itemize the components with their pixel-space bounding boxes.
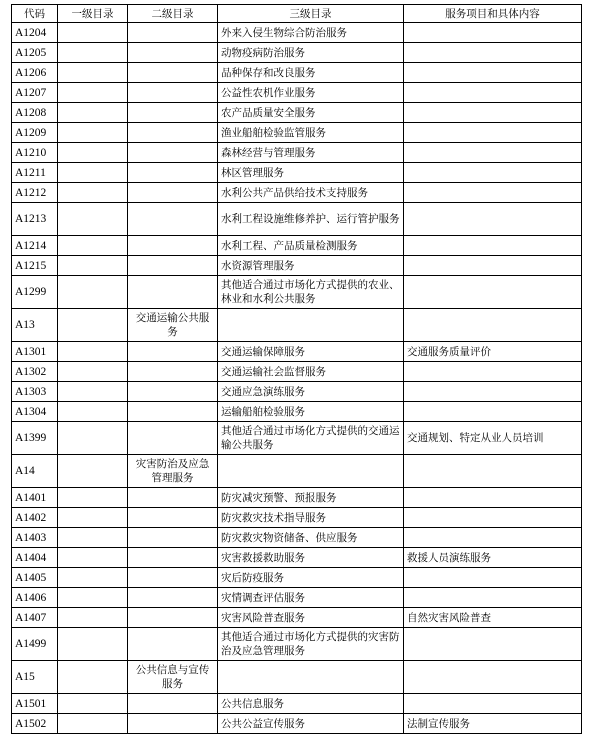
cell-level1 bbox=[58, 236, 128, 256]
cell-detail bbox=[404, 103, 582, 123]
header-level2: 二级目录 bbox=[128, 5, 218, 23]
cell-detail bbox=[404, 661, 582, 694]
cell-code: A1301 bbox=[12, 342, 58, 362]
cell-level1 bbox=[58, 183, 128, 203]
cell-level1 bbox=[58, 23, 128, 43]
cell-code: A1402 bbox=[12, 508, 58, 528]
cell-detail: 自然灾害风险普查 bbox=[404, 608, 582, 628]
cell-level2 bbox=[128, 256, 218, 276]
cell-level2 bbox=[128, 103, 218, 123]
cell-detail bbox=[404, 528, 582, 548]
table-row bbox=[12, 548, 582, 568]
table-row bbox=[12, 508, 582, 528]
cell-code: A1299 bbox=[12, 276, 58, 309]
cell-level3 bbox=[218, 661, 404, 694]
cell-level2: 公共信息与宣传服务 bbox=[128, 661, 218, 694]
cell-code: A13 bbox=[12, 309, 58, 342]
cell-level2 bbox=[128, 183, 218, 203]
cell-level3: 交通运输社会监督服务 bbox=[218, 362, 404, 382]
cell-level2 bbox=[128, 382, 218, 402]
cell-detail: 救援人员演练服务 bbox=[404, 548, 582, 568]
cell-level1 bbox=[58, 628, 128, 661]
cell-level2 bbox=[128, 163, 218, 183]
cell-level1 bbox=[58, 43, 128, 63]
cell-detail bbox=[404, 183, 582, 203]
table-row bbox=[12, 143, 582, 163]
cell-detail bbox=[404, 123, 582, 143]
table-row bbox=[12, 661, 582, 694]
cell-code: A1499 bbox=[12, 628, 58, 661]
cell-code: A14 bbox=[12, 455, 58, 488]
cell-level3: 动物疫病防治服务 bbox=[218, 43, 404, 63]
cell-level1 bbox=[58, 123, 128, 143]
cell-level3: 防灾救灾物资储备、供应服务 bbox=[218, 528, 404, 548]
cell-code: A1213 bbox=[12, 203, 58, 236]
table-row bbox=[12, 103, 582, 123]
cell-level2 bbox=[128, 236, 218, 256]
cell-level3: 其他适合通过市场化方式提供的交通运输公共服务 bbox=[218, 422, 404, 455]
cell-level1 bbox=[58, 714, 128, 734]
cell-level2 bbox=[128, 608, 218, 628]
header-level1: 一级目录 bbox=[58, 5, 128, 23]
cell-code: A1206 bbox=[12, 63, 58, 83]
table-row bbox=[12, 276, 582, 309]
cell-detail bbox=[404, 163, 582, 183]
cell-level3: 林区管理服务 bbox=[218, 163, 404, 183]
cell-level2 bbox=[128, 508, 218, 528]
cell-level1 bbox=[58, 83, 128, 103]
cell-level3: 水利工程、产品质量检测服务 bbox=[218, 236, 404, 256]
cell-level1 bbox=[58, 402, 128, 422]
cell-detail bbox=[404, 83, 582, 103]
table-row bbox=[12, 694, 582, 714]
cell-level1 bbox=[58, 422, 128, 455]
cell-level1 bbox=[58, 362, 128, 382]
table-row bbox=[12, 342, 582, 362]
cell-level2 bbox=[128, 568, 218, 588]
header-level3: 三级目录 bbox=[218, 5, 404, 23]
cell-detail: 交通规划、特定从业人员培训 bbox=[404, 422, 582, 455]
table-row bbox=[12, 608, 582, 628]
cell-level1 bbox=[58, 455, 128, 488]
cell-level3: 渔业船舶检验监管服务 bbox=[218, 123, 404, 143]
cell-level1 bbox=[58, 103, 128, 123]
cell-level3: 农产品质量安全服务 bbox=[218, 103, 404, 123]
cell-level2 bbox=[128, 342, 218, 362]
cell-detail bbox=[404, 203, 582, 236]
table-row bbox=[12, 422, 582, 455]
cell-level1 bbox=[58, 694, 128, 714]
table-row bbox=[12, 382, 582, 402]
cell-detail bbox=[404, 63, 582, 83]
cell-code: A15 bbox=[12, 661, 58, 694]
cell-level3: 其他适合通过市场化方式提供的灾害防治及应急管理服务 bbox=[218, 628, 404, 661]
cell-detail bbox=[404, 488, 582, 508]
cell-level2 bbox=[128, 362, 218, 382]
cell-level2 bbox=[128, 143, 218, 163]
cell-level1 bbox=[58, 488, 128, 508]
cell-code: A1210 bbox=[12, 143, 58, 163]
cell-level2 bbox=[128, 83, 218, 103]
cell-level3: 交通应急演练服务 bbox=[218, 382, 404, 402]
cell-level3: 交通运输保障服务 bbox=[218, 342, 404, 362]
cell-level3 bbox=[218, 309, 404, 342]
cell-detail bbox=[404, 256, 582, 276]
cell-detail bbox=[404, 628, 582, 661]
cell-code: A1304 bbox=[12, 402, 58, 422]
cell-level1 bbox=[58, 256, 128, 276]
cell-level2 bbox=[128, 43, 218, 63]
cell-level2 bbox=[128, 276, 218, 309]
table-row bbox=[12, 568, 582, 588]
cell-level1 bbox=[58, 203, 128, 236]
cell-level3: 水利工程设施维修养护、运行管护服务 bbox=[218, 203, 404, 236]
cell-code: A1205 bbox=[12, 43, 58, 63]
header-detail: 服务项目和具体内容 bbox=[404, 5, 582, 23]
table-row bbox=[12, 43, 582, 63]
cell-level2: 交通运输公共服务 bbox=[128, 309, 218, 342]
cell-code: A1501 bbox=[12, 694, 58, 714]
cell-code: A1401 bbox=[12, 488, 58, 508]
cell-level3: 水资源管理服务 bbox=[218, 256, 404, 276]
cell-level2 bbox=[128, 714, 218, 734]
table-row bbox=[12, 183, 582, 203]
cell-level1 bbox=[58, 276, 128, 309]
cell-level1 bbox=[58, 568, 128, 588]
cell-code: A1405 bbox=[12, 568, 58, 588]
cell-detail bbox=[404, 43, 582, 63]
table-body bbox=[12, 23, 582, 734]
cell-detail: 交通服务质量评价 bbox=[404, 342, 582, 362]
cell-level1 bbox=[58, 528, 128, 548]
cell-level2 bbox=[128, 528, 218, 548]
cell-level3 bbox=[218, 455, 404, 488]
cell-level3: 灾后防疫服务 bbox=[218, 568, 404, 588]
table-row bbox=[12, 309, 582, 342]
catalog-sheet bbox=[11, 4, 582, 734]
cell-code: A1502 bbox=[12, 714, 58, 734]
table-row bbox=[12, 236, 582, 256]
cell-detail bbox=[404, 402, 582, 422]
cell-level2 bbox=[128, 123, 218, 143]
cell-level1 bbox=[58, 382, 128, 402]
table-row bbox=[12, 123, 582, 143]
cell-level3: 公益性农机作业服务 bbox=[218, 83, 404, 103]
table-row bbox=[12, 256, 582, 276]
cell-detail bbox=[404, 508, 582, 528]
cell-detail bbox=[404, 236, 582, 256]
cell-code: A1399 bbox=[12, 422, 58, 455]
cell-detail bbox=[404, 143, 582, 163]
cell-level2 bbox=[128, 588, 218, 608]
cell-level3: 灾害风险普查服务 bbox=[218, 608, 404, 628]
table-row bbox=[12, 203, 582, 236]
cell-level3: 其他适合通过市场化方式提供的农业、林业和水利公共服务 bbox=[218, 276, 404, 309]
table-row bbox=[12, 163, 582, 183]
table-row bbox=[12, 23, 582, 43]
table-row bbox=[12, 402, 582, 422]
service-catalog-table bbox=[11, 4, 582, 734]
cell-code: A1212 bbox=[12, 183, 58, 203]
cell-detail bbox=[404, 382, 582, 402]
cell-level1 bbox=[58, 588, 128, 608]
header-code: 代码 bbox=[12, 5, 58, 23]
cell-code: A1207 bbox=[12, 83, 58, 103]
cell-detail bbox=[404, 568, 582, 588]
cell-detail bbox=[404, 694, 582, 714]
cell-code: A1403 bbox=[12, 528, 58, 548]
cell-detail: 法制宣传服务 bbox=[404, 714, 582, 734]
cell-level3: 运输船舶检验服务 bbox=[218, 402, 404, 422]
cell-code: A1215 bbox=[12, 256, 58, 276]
cell-code: A1209 bbox=[12, 123, 58, 143]
cell-level2 bbox=[128, 63, 218, 83]
cell-level2 bbox=[128, 422, 218, 455]
cell-level1 bbox=[58, 548, 128, 568]
table-row bbox=[12, 63, 582, 83]
cell-level2 bbox=[128, 548, 218, 568]
cell-level1 bbox=[58, 63, 128, 83]
cell-level3: 防灾减灾预警、预报服务 bbox=[218, 488, 404, 508]
table-row bbox=[12, 628, 582, 661]
table-row bbox=[12, 83, 582, 103]
cell-detail bbox=[404, 588, 582, 608]
cell-detail bbox=[404, 362, 582, 382]
table-row bbox=[12, 455, 582, 488]
cell-code: A1208 bbox=[12, 103, 58, 123]
cell-code: A1211 bbox=[12, 163, 58, 183]
cell-code: A1407 bbox=[12, 608, 58, 628]
cell-level3: 公共信息服务 bbox=[218, 694, 404, 714]
cell-level3: 灾害救援救助服务 bbox=[218, 548, 404, 568]
cell-level1 bbox=[58, 608, 128, 628]
table-row bbox=[12, 362, 582, 382]
cell-detail bbox=[404, 276, 582, 309]
cell-detail bbox=[404, 455, 582, 488]
cell-level1 bbox=[58, 163, 128, 183]
cell-level3: 水利公共产品供给技术支持服务 bbox=[218, 183, 404, 203]
cell-level1 bbox=[58, 508, 128, 528]
cell-level2 bbox=[128, 694, 218, 714]
cell-level2: 灾害防治及应急管理服务 bbox=[128, 455, 218, 488]
cell-level2 bbox=[128, 23, 218, 43]
cell-code: A1204 bbox=[12, 23, 58, 43]
cell-level1 bbox=[58, 342, 128, 362]
table-row bbox=[12, 588, 582, 608]
cell-level1 bbox=[58, 661, 128, 694]
table-row bbox=[12, 488, 582, 508]
cell-detail bbox=[404, 23, 582, 43]
cell-level2 bbox=[128, 628, 218, 661]
cell-level3: 防灾救灾技术指导服务 bbox=[218, 508, 404, 528]
cell-code: A1303 bbox=[12, 382, 58, 402]
cell-level1 bbox=[58, 143, 128, 163]
cell-level3: 森林经营与管理服务 bbox=[218, 143, 404, 163]
cell-code: A1404 bbox=[12, 548, 58, 568]
cell-code: A1302 bbox=[12, 362, 58, 382]
cell-level2 bbox=[128, 203, 218, 236]
cell-level3: 外来入侵生物综合防治服务 bbox=[218, 23, 404, 43]
cell-code: A1214 bbox=[12, 236, 58, 256]
table-row bbox=[12, 528, 582, 548]
cell-level2 bbox=[128, 488, 218, 508]
table-row bbox=[12, 714, 582, 734]
cell-detail bbox=[404, 309, 582, 342]
header-row bbox=[12, 5, 582, 23]
cell-level3: 灾情调查评估服务 bbox=[218, 588, 404, 608]
cell-code: A1406 bbox=[12, 588, 58, 608]
cell-level1 bbox=[58, 309, 128, 342]
cell-level2 bbox=[128, 402, 218, 422]
cell-level3: 公共公益宣传服务 bbox=[218, 714, 404, 734]
cell-level3: 品种保存和改良服务 bbox=[218, 63, 404, 83]
